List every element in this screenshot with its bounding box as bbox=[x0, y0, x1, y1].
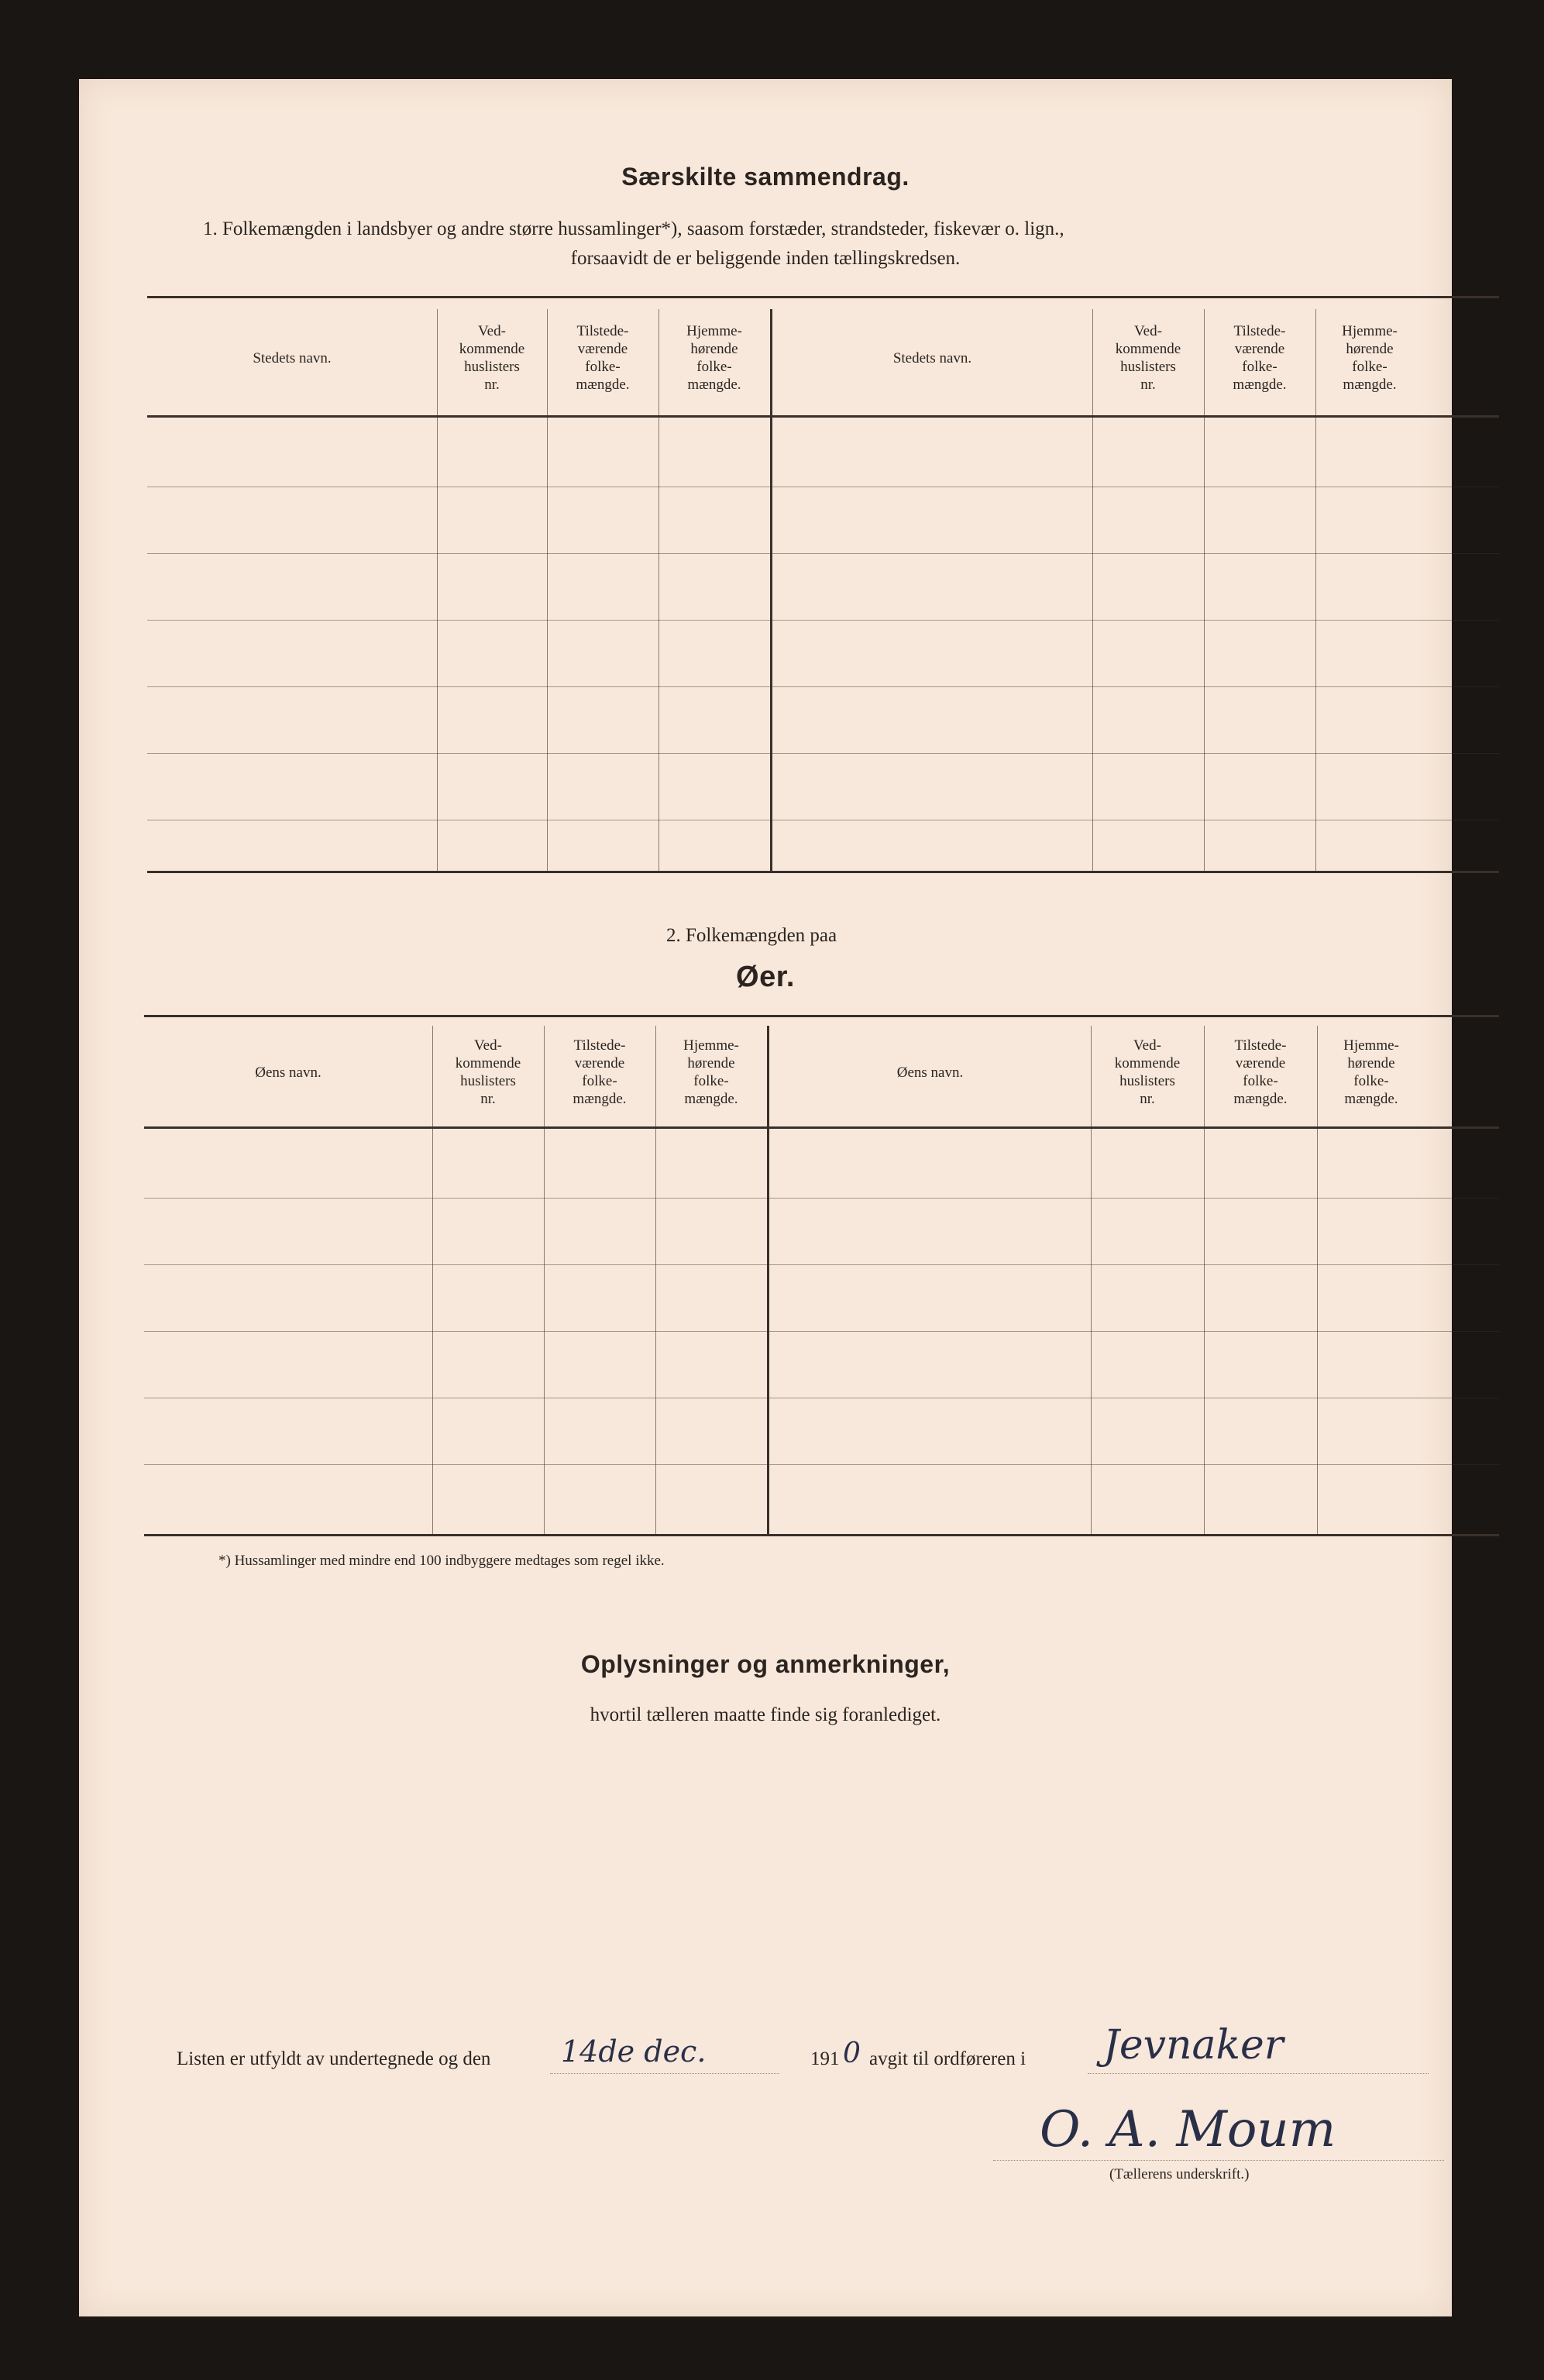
col-stedets-navn-right: Stedets navn. bbox=[892, 349, 972, 366]
signature-prefix: Listen er utfyldt av undertegnede og den bbox=[177, 2048, 491, 2069]
col-hjemmehorende-right-2: Hjemme- hørende folke- mængde. bbox=[1343, 1037, 1399, 1107]
enumerator-signature: O. A. Moum bbox=[1040, 2101, 1336, 2158]
place-handwritten: Jevnaker bbox=[1103, 2022, 1284, 2069]
col-stedets-navn-left: Stedets navn. bbox=[253, 349, 332, 366]
section1-line2: forsaavidt de er beliggende inden tællingskredsen. bbox=[570, 248, 961, 269]
col-huslisters-nr-left: Ved- kommende huslisters nr. bbox=[459, 323, 525, 393]
signature-caption: (Tællerens underskrift.) bbox=[1109, 2166, 1250, 2182]
page-heading: Særskilte sammendrag. bbox=[621, 163, 910, 191]
section2-title: Øer. bbox=[736, 961, 795, 993]
signature-year-prefix: 191 bbox=[810, 2048, 840, 2069]
signature-year-handwritten: 0 bbox=[843, 2038, 861, 2069]
col-hjemmehorende-left-2: Hjemme- hørende folke- mængde. bbox=[683, 1037, 739, 1107]
col-tilstedevaerende-left: Tilstede- værende folke- mængde. bbox=[576, 323, 630, 393]
section2-line1: 2. Folkemængden paa bbox=[666, 925, 837, 946]
col-hjemmehorende-left: Hjemme- hørende folke- mængde. bbox=[686, 323, 742, 393]
section1-line1: 1. Folkemængden i landsbyer og andre større hussamlinger*), saasom forstæder, strandsteder, fiskevær o. lign., bbox=[203, 218, 1064, 239]
col-tilstedevaerende-left-2: Tilstede- værende folke- mængde. bbox=[573, 1037, 627, 1107]
col-huslisters-nr-right-2: Ved- kommende huslisters nr. bbox=[1114, 1037, 1181, 1107]
col-oens-navn-left: Øens navn. bbox=[255, 1064, 322, 1081]
col-tilstedevaerende-right-2: Tilstede- værende folke- mængde. bbox=[1233, 1037, 1288, 1107]
col-huslisters-nr-right: Ved- kommende huslisters nr. bbox=[1115, 323, 1181, 393]
signature-middle: avgit til ordføreren i bbox=[869, 2048, 1026, 2069]
signature-date-handwritten: 14de dec. bbox=[561, 2034, 707, 2069]
footnote: *) Hussamlinger med mindre end 100 indbyggere medtages som regel ikke. bbox=[218, 1553, 665, 1569]
remarks-subtitle: hvortil tælleren maatte finde sig foranlediget. bbox=[590, 1704, 941, 1725]
col-tilstedevaerende-right: Tilstede- værende folke- mængde. bbox=[1233, 323, 1287, 393]
col-huslisters-nr-left-2: Ved- kommende huslisters nr. bbox=[455, 1037, 521, 1107]
remarks-title: Oplysninger og anmerkninger, bbox=[580, 1650, 951, 1678]
col-hjemmehorende-right: Hjemme- hørende folke- mængde. bbox=[1342, 323, 1398, 393]
census-form-page bbox=[79, 79, 1452, 2316]
col-oens-navn-right: Øens navn. bbox=[896, 1064, 964, 1081]
